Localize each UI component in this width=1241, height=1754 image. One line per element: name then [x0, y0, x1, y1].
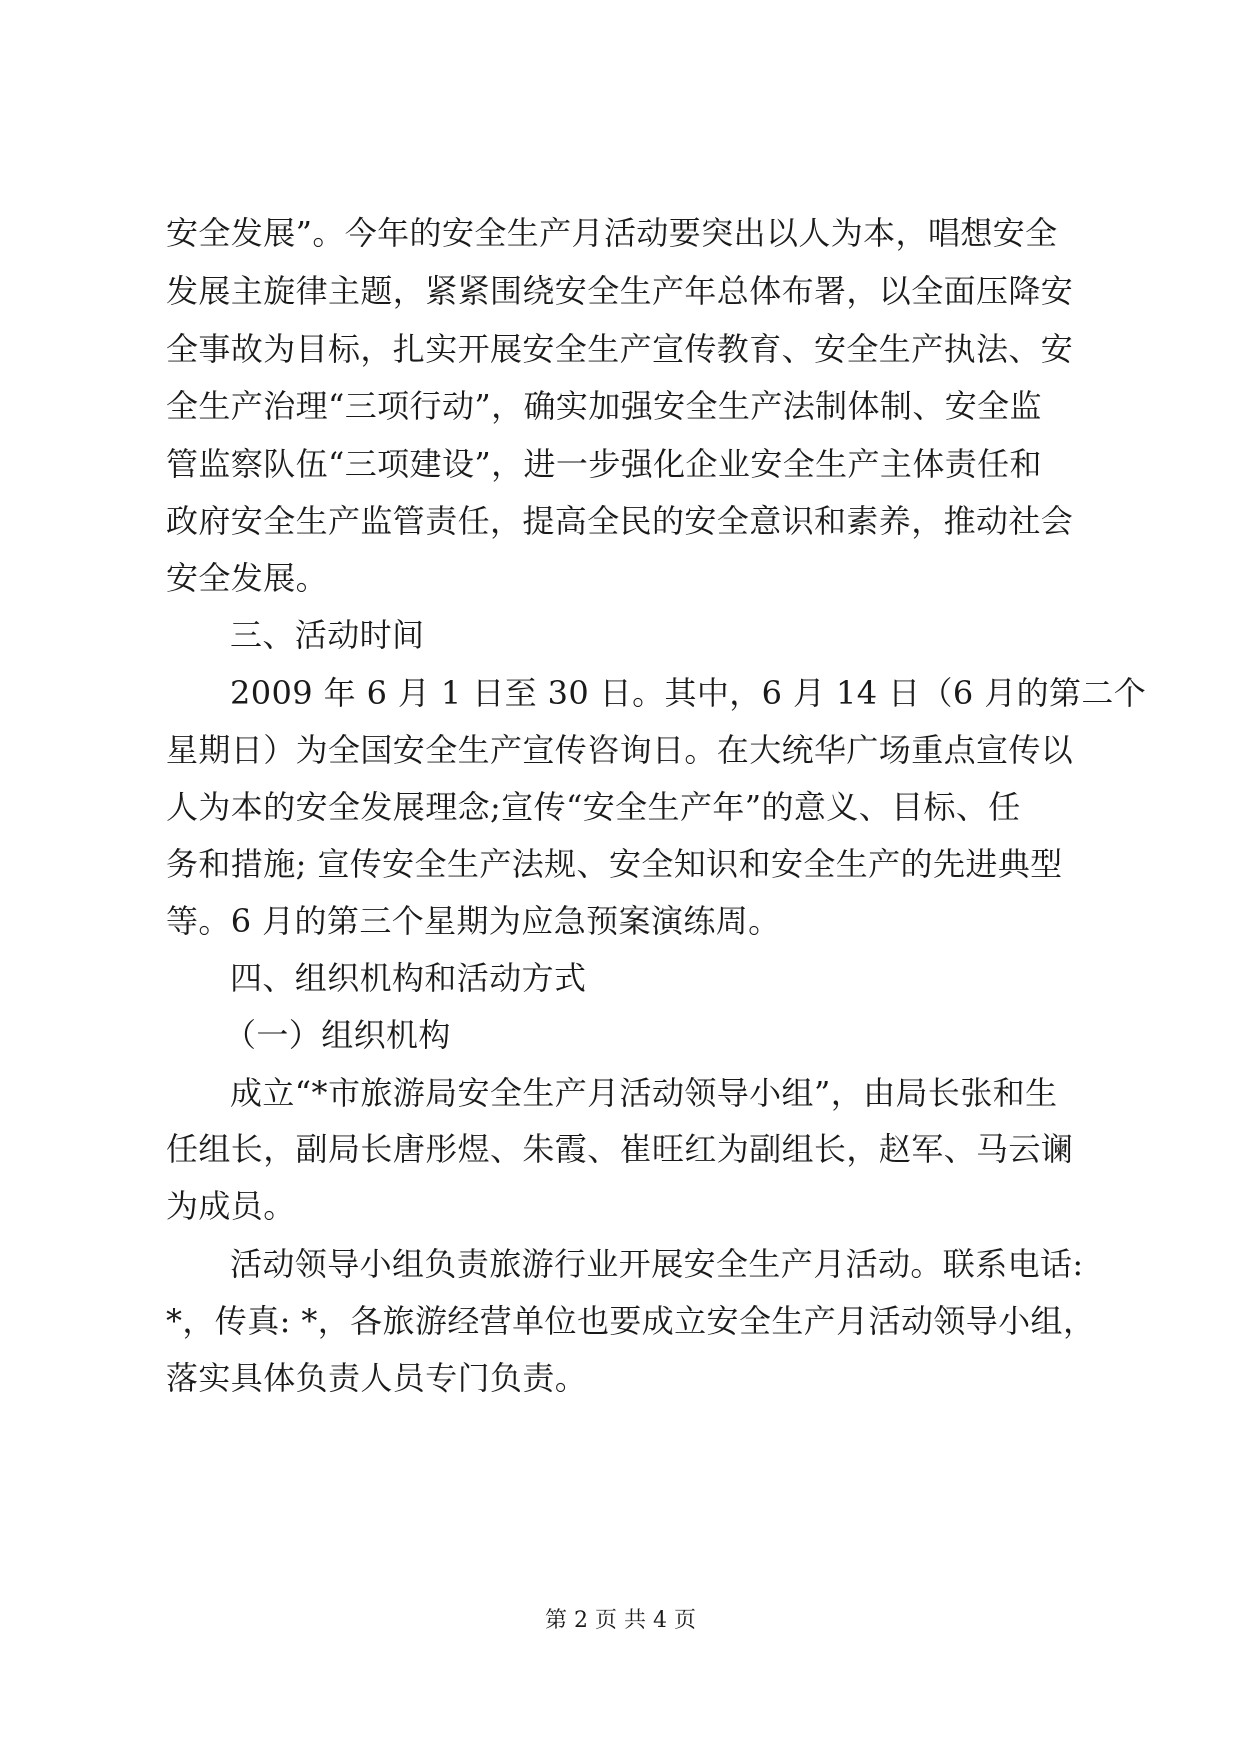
section-heading: 三、活动时间	[230, 616, 425, 654]
paragraph-line: 星期日）为全国安全生产宣传咨询日。在大统华广场重点宣传以	[166, 731, 1074, 769]
section-heading: 四、组织机构和活动方式	[230, 959, 587, 997]
paragraph-line: 为成员。	[166, 1187, 296, 1225]
paragraph-line: 等。6 月的第三个星期为应急预案演练周。	[166, 902, 781, 940]
paragraph-line: 成立“*市旅游局安全生产月活动领导小组”，由局长张和生	[230, 1074, 1058, 1112]
paragraph-line: 管监察队伍“三项建设”，进一步强化企业安全生产主体责任和	[166, 445, 1042, 483]
paragraph-line: 人为本的安全发展理念;宣传“安全生产年”的意义、目标、任	[166, 788, 1021, 826]
paragraph-line: 活动领导小组负责旅游行业开展安全生产月活动。联系电话:	[230, 1245, 1084, 1283]
paragraph-line: 全事故为目标，扎实开展安全生产宣传教育、安全生产执法、安	[166, 330, 1074, 368]
paragraph-line: 落实具体负责人员专门负责。	[166, 1359, 588, 1397]
paragraph-line: 安全发展。	[166, 559, 329, 597]
paragraph-line: 政府安全生产监管责任，提高全民的安全意识和素养，推动社会	[166, 502, 1074, 540]
paragraph-line: 发展主旋律主题，紧紧围绕安全生产年总体布署，以全面压降安	[166, 272, 1074, 310]
paragraph-line: 全生产治理“三项行动”，确实加强安全生产法制体制、安全监	[166, 387, 1042, 425]
paragraph-line: 任组长，副局长唐彤煜、朱霞、崔旺红为副组长，赵军、马云谰	[166, 1130, 1074, 1168]
paragraph-line: 务和措施; 宣传安全生产法规、安全知识和安全生产的先进典型	[166, 845, 1063, 883]
paragraph-line: *，传真: *，各旅游经营单位也要成立安全生产月活动领导小组，	[166, 1302, 1096, 1340]
subsection-heading: （一）组织机构	[224, 1016, 451, 1054]
paragraph-line: 2009 年 6 月 1 日至 30 日。其中，6 月 14 日（6 月的第二个	[230, 674, 1147, 712]
paragraph-line: 安全发展”。今年的安全生产月活动要突出以人为本，唱想安全	[166, 214, 1058, 252]
page-footer: 第 2 页 共 4 页	[545, 1608, 696, 1633]
